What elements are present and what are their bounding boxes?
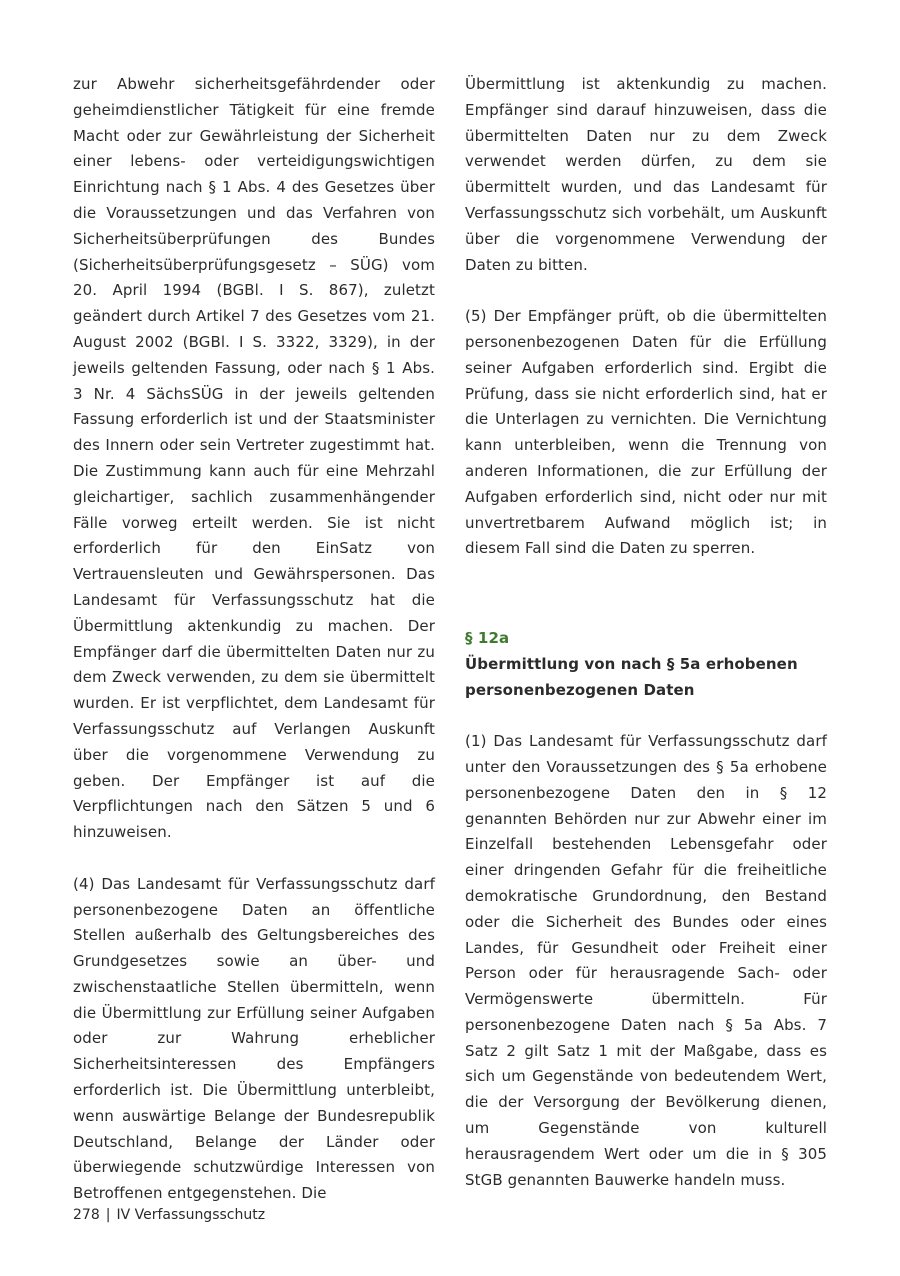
body-paragraph-5: (5) Der Empfänger prüft, ob die übermittelten personenbezogenen Daten für die Erfüllung seiner Aufgaben erforderlich sind. Ergibt die Prüfung, dass sie nicht erforderlich sind, hat er die Unterlagen zu vernichten. Die Vernichtung kann unterbleiben, wenn die Trennung von anderen Informationen, die zur Erfüllung der Aufgaben erforderlich sind, nicht oder nur mit unvertretbarem Aufwand möglich ist; in diesem Fall sind die Daten zu sperren. [465,307,827,558]
section-paragraph-1: (1) Das Landesamt für Verfassungsschutz darf unter den Voraussetzungen des § 5a erhobene personenbezogene Daten den in § 12 genannten Behörden nur zur Abwehr einer im Einzelfall bestehenden Lebensgefahr oder einer dringenden Gefahr für die freiheitliche demokratische Grundordnung, den Bestand oder die Sicherheit des Bundes oder eines Landes, für Gesundheit oder Freiheit einer Person oder für herausragende Sach- oder Vermögenswerte übermitteln. Für personenbezogene Daten nach § 5a Abs. 7 Satz 2 gilt Satz 1 mit der Maßgabe, dass es sich um Gegenstände von bedeutendem Wert, die der Versorgung der Bevölkerung dienen, um Gegenstände von kulturell herausragendem Wert oder um die in § 305 StGB genannten Bauwerke handeln muss. [465,732,827,1189]
left-column [73,72,435,1233]
body-paragraph: zur Abwehr sicherheitsgefährdender oder geheimdienstlicher Tätigkeit für eine fremde Macht oder zur Gewährleistung der Sicherheit einer lebens- oder verteidigungswichtigen Einrichtung nach § 1 Abs. 4 des Gesetzes über die Voraussetzungen und das Verfahren von Sicherheitsüberprüfungen des Bundes (Sicherheitsüberprüfungsgesetz – SÜG) vom 20. April 1994 (BGBl. I S. 867), zuletzt geändert durch Artikel 7 des Gesetzes vom 21. August 2002 (BGBl. I S. 3322, 3329), in der jeweils geltenden Fassung, oder nach § 1 Abs. 3 Nr. 4 SächsSÜG in der jeweils geltenden Fassung erforderlich ist und der Staatsminister des Innern oder sein Vertreter zugestimmt hat. Die Zustimmung kann auch für eine Mehrzahl gleichartiger, sachlich zusammenhängender Fälle vorweg erteilt werden. Sie ist nicht erforderlich für den EinSatz von Vertrauensleuten und Gewährspersonen. Das Landesamt für Verfassungsschutz hat die Übermittlung aktenkundig zu machen. Der Empfänger darf die übermittelten Daten nur zu dem Zweck verwenden, zu dem sie übermittelt wurden. Er ist verpflichtet, dem Landesamt für Verfassungsschutz auf Verlangen Auskunft über die vorgenommene Verwendung zu geben. Der Empfänger ist auf die Verpflichtungen nach den Sätzen 5 und 6 hinzuweisen. [73,75,435,842]
right-column [465,72,827,1219]
section-spacer [465,588,827,626]
body-paragraph-continued: Übermittlung ist aktenkundig zu machen. Empfänger sind darauf hinzuweisen, dass die übermittelten Daten nur zu dem Zweck verwendet werden dürfen, zu dem sie übermittelt wurden, und das Landesamt für Verfassungsschutz sich vorbehält, um Auskunft über die vorgenommene Verwendung der Daten zu bitten. [465,75,827,274]
chapter-title: IV Verfassungsschutz [116,1207,266,1223]
page-number: 278 [73,1207,100,1223]
section-number: § 12a [465,628,510,647]
body-paragraph-4: (4) Das Landesamt für Verfassungsschutz darf personenbezogene Daten an öffentliche Stellen außerhalb des Geltungsbereiches des Grundgesetzes sowie an über- und zwischenstaatliche Stellen übermitteln, wenn die Übermittlung zur Erfüllung seiner Aufgaben oder zur Wahrung erheblicher Sicherheitsinteressen des Empfängers erforderlich ist. Die Übermittlung unterbleibt, wenn auswärtige Belange der Bundesrepublik Deutschland, Belange der Länder oder überwiegende schutzwürdige Interessen von Betroffenen entgegenstehen. Die [73,874,435,1203]
section-title: Übermittlung von nach § 5a erhobenen personenbezogenen Daten [465,654,798,699]
footer-separator: | [105,1207,111,1223]
page-footer [73,1206,265,1224]
